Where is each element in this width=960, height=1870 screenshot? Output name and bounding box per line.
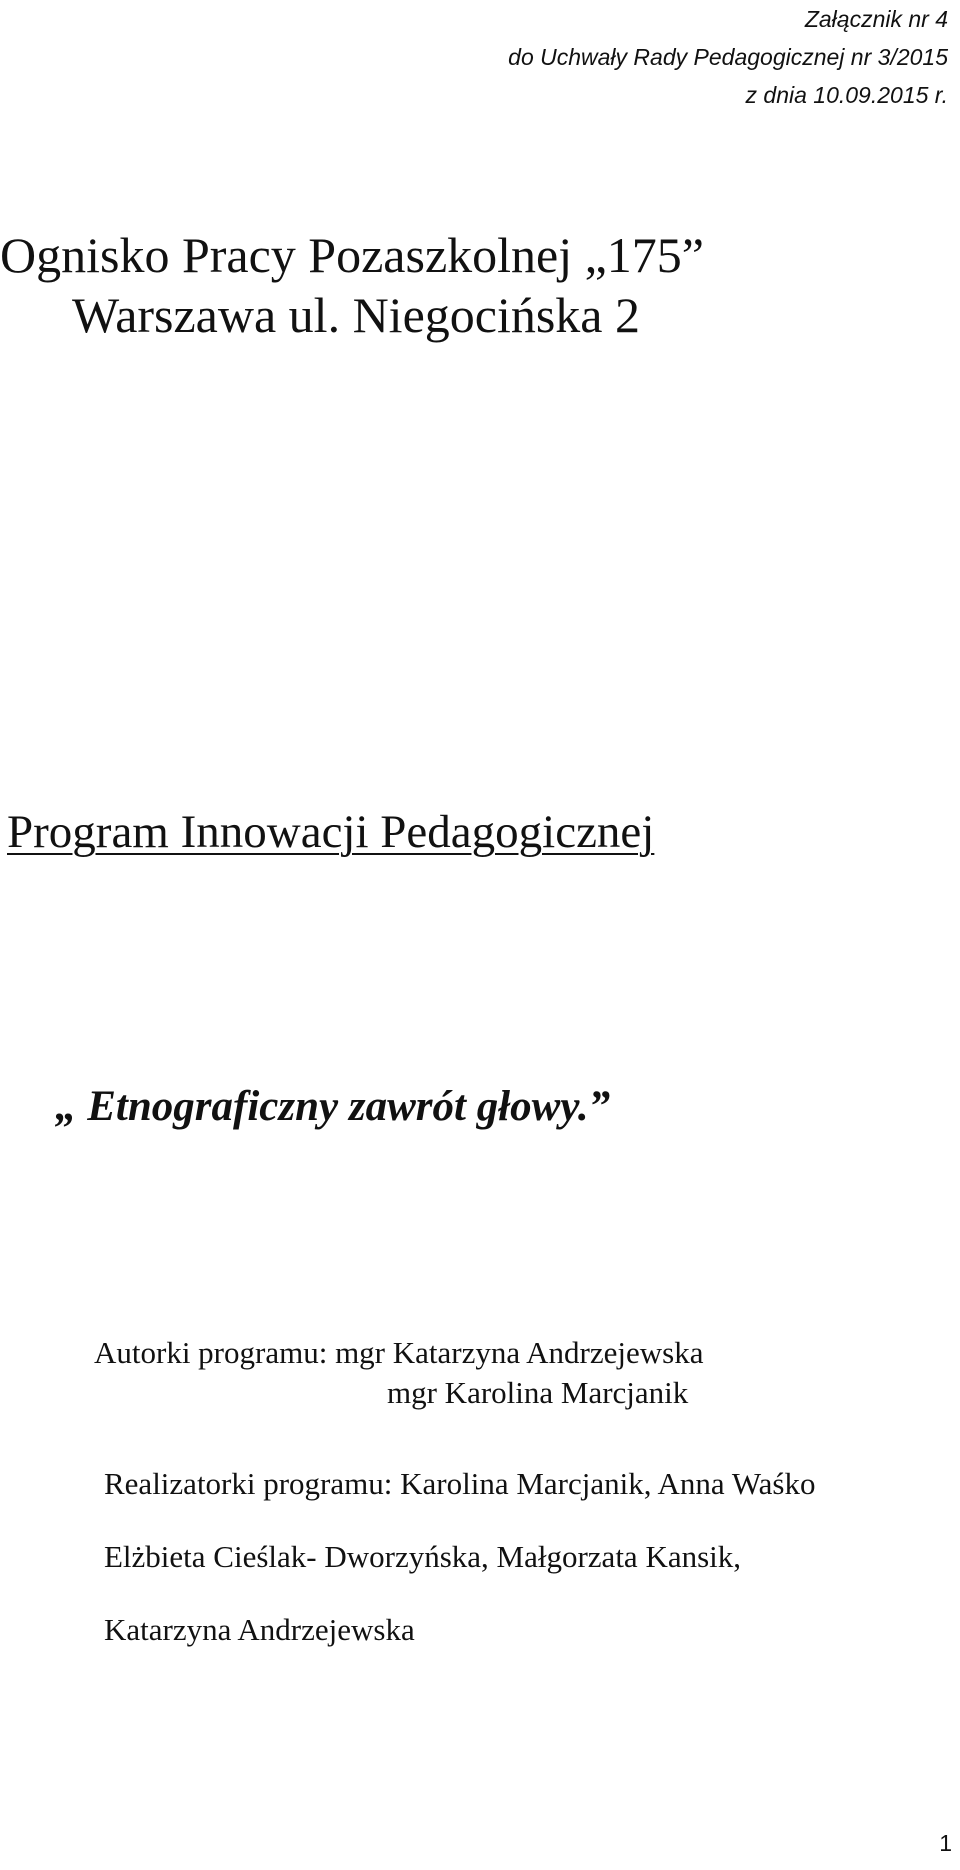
authors-block [94,1333,703,1413]
realizers-line-1: Realizatorki programu: Karolina Marcjanik, Anna Waśko [104,1466,816,1501]
annex-resolution: do Uchwały Rady Pedagogicznej nr 3/2015 [508,44,948,70]
authors-line-2: mgr Karolina Marcjanik [387,1375,689,1410]
realizers-line-2: Elżbieta Cieślak- Dworzyńska, Małgorzata Kansik, [104,1539,742,1574]
authors-line-1: Autorki programu: mgr Katarzyna Andrzejewska [94,1335,704,1370]
institution-block [0,225,704,345]
realizers-line-3: Katarzyna Andrzejewska [104,1612,415,1647]
realizers-block [104,1464,815,1683]
annex-date: z dnia 10.09.2015 r. [745,82,948,108]
institution-address: Warszawa ul. Niegocińska 2 [72,287,640,343]
program-subtitle: „ Etnograficzny zawrót głowy.” [55,1083,611,1130]
annex-header [508,0,948,114]
institution-name: Ognisko Pracy Pozaszkolnej „175” [0,227,705,283]
annex-number: Załącznik nr 4 [804,6,948,32]
program-title: Program Innowacji Pedagogicznej [7,806,655,858]
page-number: 1 [939,1830,952,1856]
